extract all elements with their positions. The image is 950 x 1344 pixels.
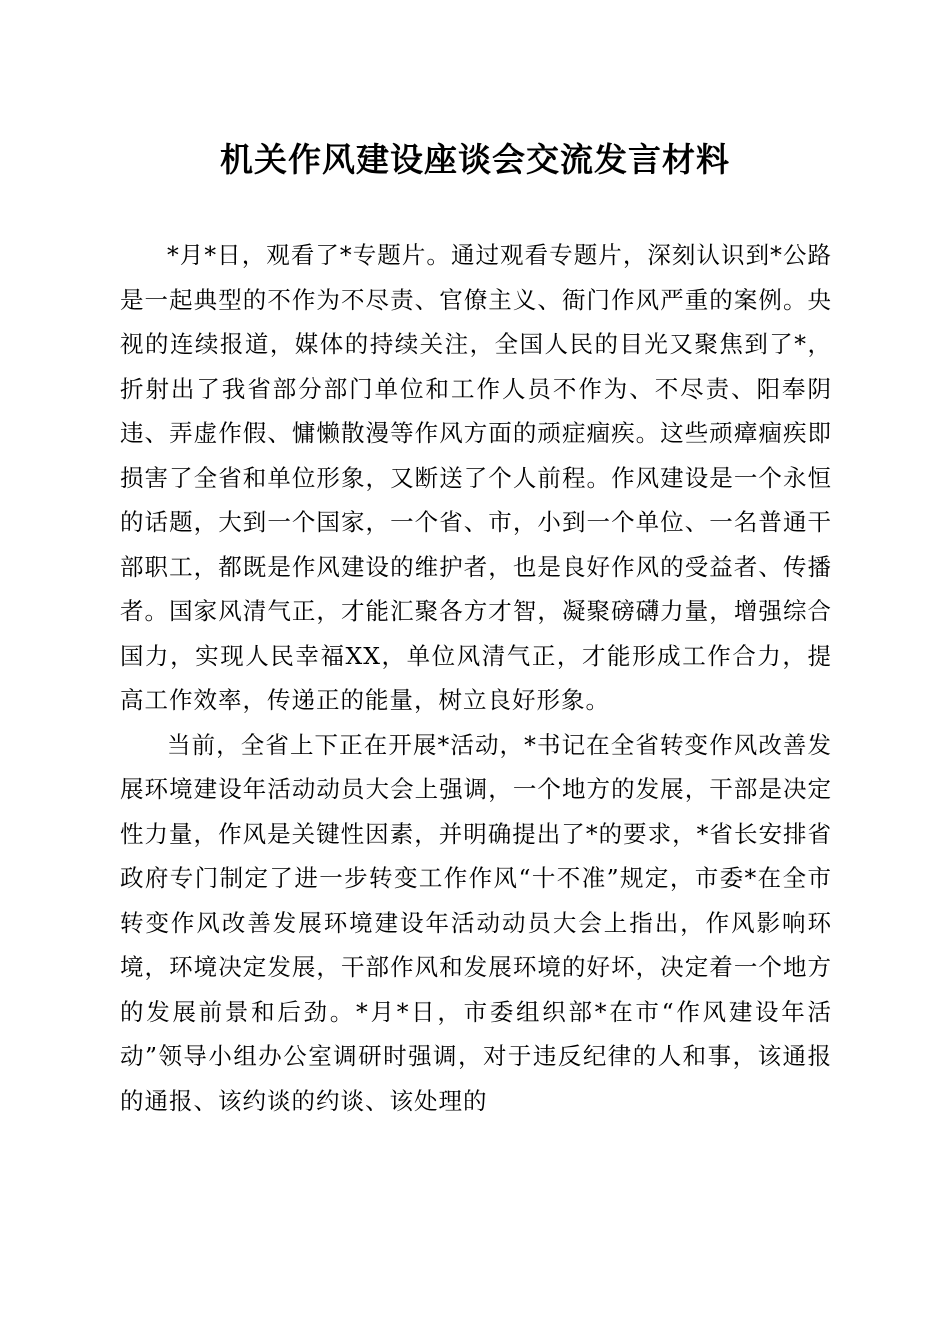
document-body — [120, 233, 832, 1123]
paragraph-2: 当前，全省上下正在开展*活动，*书记在全省转变作风改善发展环境建设年活动动员大会上强调，一个地方的发展，干部是决定性力量，作风是关键性因素，并明确提出了*的要求，*省长安排省政府专门制定了进一步转变工作作风“十不准”规定，市委*在全市转变作风改善发展环境建设年活动动员大会上指出，作风影响环境，环境决定发展，干部作风和发展环境的好坏，决定着一个地方的发展前景和后劲。*月*日，市委组织部*在市“作风建设年活动”领导小组办公室调研时强调，对于违反纪律的人和事，该通报的通报、该约谈的约谈、该处理的 — [120, 730, 832, 1115]
document-title: 机关作风建设座谈会交流发言材料 — [220, 140, 730, 179]
paragraph-1: *月*日，观看了*专题片。通过观看专题片，深刻认识到*公路是一起典型的不作为不尽责、官僚主义、衙门作风严重的案例。央视的连续报道，媒体的持续关注，全国人民的目光又聚焦到了*，折射出了我省部分部门单位和工作人员不作为、不尽责、阳奉阴违、弄虚作假、慵懒散漫等作风方面的顽症痼疾。这些顽瘴痼疾即损害了全省和单位形象，又断送了个人前程。作风建设是一个永恒的话题，大到一个国家，一个省、市，小到一个单位、一名普通干部职工，都既是作风建设的维护者，也是良好作风的受益者、传播者。国家风清气正，才能汇聚各方才智，凝聚磅礴力量，增强综合国力，实现人民幸福XX，单位风清气正，才能形成工作合力，提高工作效率，传递正的能量，树立良好形象。 — [120, 241, 832, 714]
